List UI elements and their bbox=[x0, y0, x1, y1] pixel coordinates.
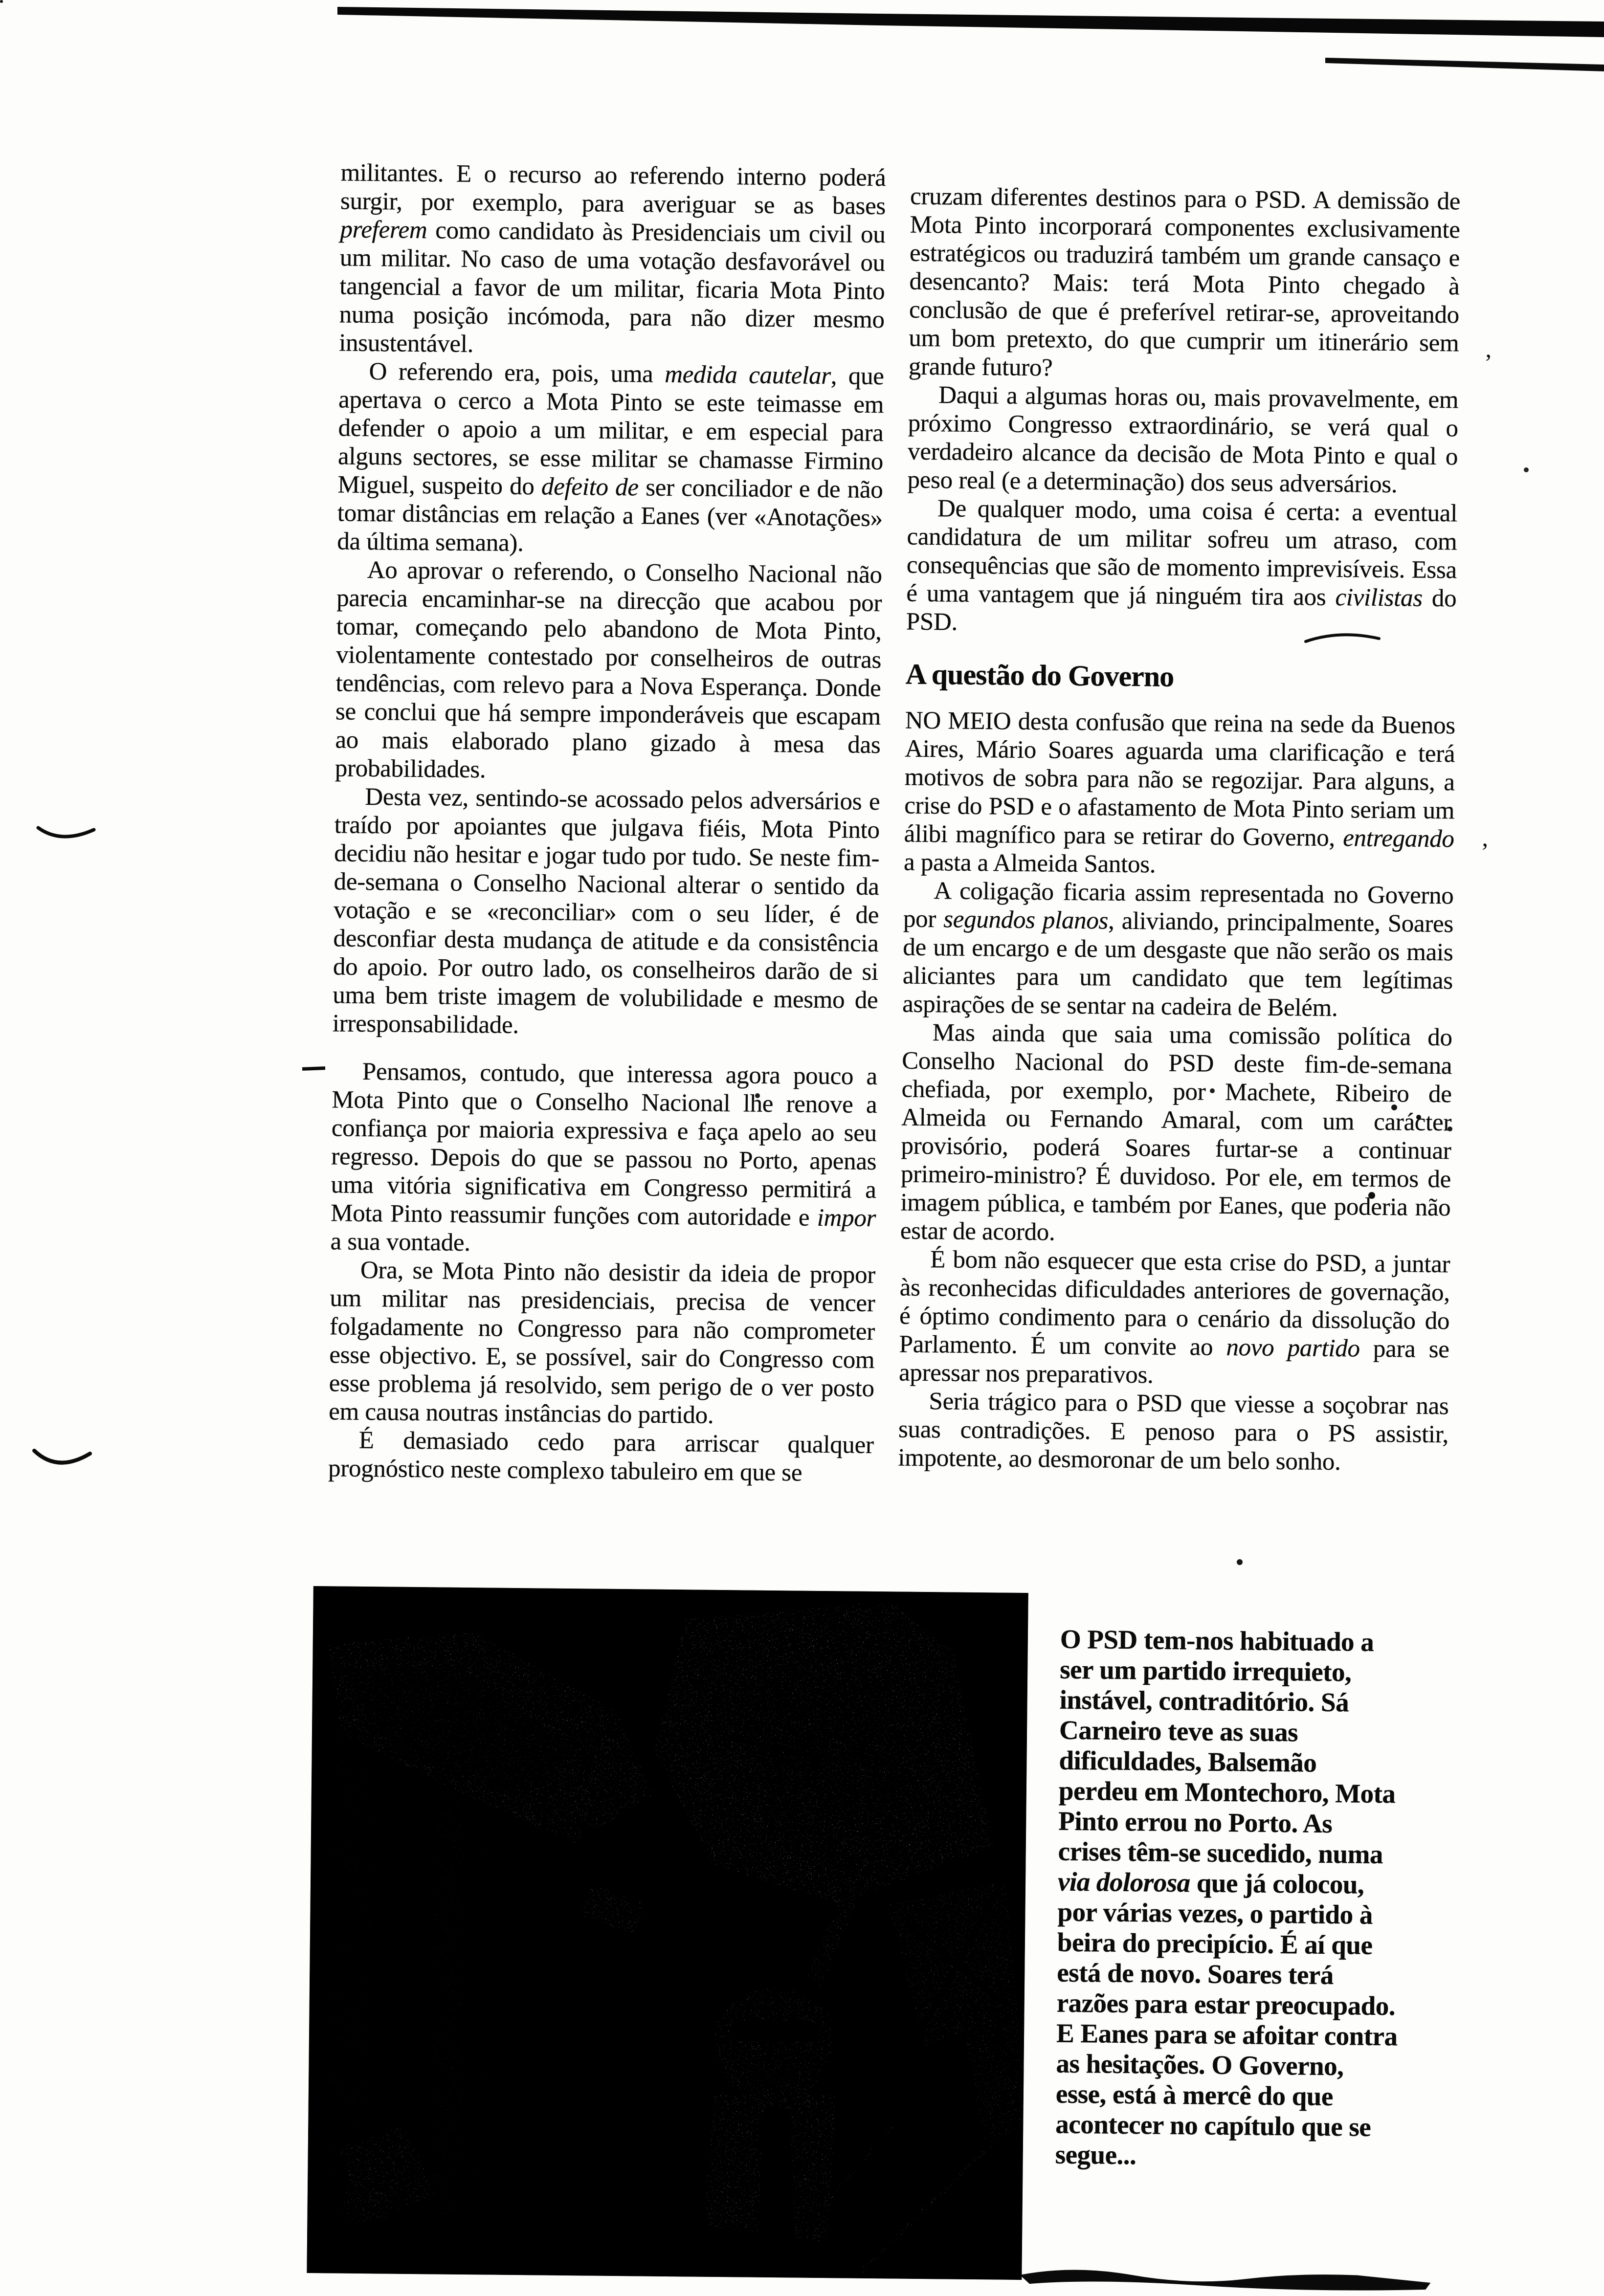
paragraph: Mas ainda que saia uma comissão política do Conselho Nacional do PSD deste fim-de-semana chefiada, por exemplo, por Machete, Ribeiro de Almeida ou Fernando Amaral, com um carácter provisório, poderá Soares furtar-se a continuar primeiro-ministro? É duvidoso. Por ele, em termos de imagem pública, e também por Eanes, que poderia não estar de acordo. bbox=[900, 1018, 1452, 1251]
photo-illustration bbox=[307, 1586, 1028, 2280]
paragraph: De qualquer modo, uma coisa é certa: a eventual candidatura de um militar sofreu um atraso, com consequências que são de momento imprevisíveis. Essa é uma vantagem que já ninguém tira aos civilistas do PSD. bbox=[906, 494, 1458, 641]
ink-smudge bbox=[1015, 2255, 1436, 2294]
right-column-bottom bbox=[898, 706, 1455, 1478]
paragraph: militantes. E o recurso ao referendo interno poderá surgir, por exemplo, para averiguar se as bases preferem como candidato às Presidenciais um civil ou um militar. No caso de uma votação desfavorável ou tangencial a favor de um militar, ficaria Mota Pinto numa posição incómoda, para não dizer mesmo insustentável. bbox=[339, 158, 886, 362]
paragraph: Ao aprovar o referendo, o Conselho Nacional não parecia encaminhar-se na direcção que acabou por tomar, começando pelo abandono de Mota Pinto, violentamente contestado por conselheiros de outras tendências, com relevo para a Nova Esperança. Donde se conclui que há sempre imponderáveis que escapam ao mais elaborado plano gizado à mesa das probabilidades. bbox=[335, 555, 882, 788]
paragraph: É demasiado cedo para arriscar qualquer prognóstico neste complexo tabuleiro em que se bbox=[328, 1426, 874, 1488]
press-photo bbox=[307, 1586, 1028, 2280]
section-heading: A questão do Governo bbox=[906, 659, 1456, 695]
right-column-top bbox=[906, 182, 1461, 641]
stray-pen-mark bbox=[1301, 625, 1384, 649]
paragraph: É bom não esquecer que esta crise do PSD, a juntar às reconhecidas dificuldades anteriores de governação, é óptimo condimento para o cenário da dissolução do Parlamento. É um convite ao novo partido para se apressar nos preparativos. bbox=[899, 1245, 1450, 1392]
paragraph: O referendo era, pois, uma medida cautelar, que apertava o cerco a Mota Pinto se este teimasse em defender o apoio a um militar, e em especial para alguns sectores, se esse militar se chamasse Firmino Miguel, suspeito do defeito de ser conciliador e de não tomar distâncias em relação a Eanes (ver «Anotações» da última semana). bbox=[337, 357, 884, 561]
margin-curve-mark bbox=[34, 819, 98, 848]
paragraph: NO MEIO desta confusão que reina na sede da Buenos Aires, Mário Soares aguarda uma clarificação e terá motivos de sobra para não se regozijar. Para alguns, a crise do PSD e o afastamento de Mota Pinto seriam um álibi magnífico para se retirar do Governo, entregando a pasta a Almeida Santos. bbox=[904, 706, 1455, 882]
scan-tick-mark: ’ bbox=[1481, 837, 1489, 865]
article-left-column bbox=[328, 158, 886, 1488]
paragraph: Desta vez, sentindo-se acossado pelos adversários e traído por apoiantes que julgava fiéis, Mota Pinto decidiu não hesitar e jogar tudo por tudo. Se neste fim-de-semana o Conselho Nacional alterar o sentido da votação e se «reconciliar» com o seu líder, é de desconfiar desta mudança de atitude e da consistência do apoio. Por outro lado, os conselheiros darão de si uma bem triste imagem de volubilidade e mesmo de irresponsabilidade. bbox=[333, 782, 880, 1043]
scan-specks bbox=[0, 0, 3, 3]
paragraph: Daqui a algumas horas ou, mais provavelmente, em próximo Congresso extraordinário, se verá qual o verdadeiro alcance da decisão de Mota Pinto e qual o peso real (e a determinação) dos seus adversários. bbox=[907, 381, 1458, 500]
photo-caption-column bbox=[1055, 1624, 1403, 2173]
paragraph: cruzam diferentes destinos para o PSD. A demissão de Mota Pinto incorporará componentes exclusivamente estratégicos ou traduzirá também um grande cansaço e desencanto? Mais: terá Mota Pinto chegado à conclusão de que é preferível retirar-se, aproveitando um bom pretexto, do que cumprir um itinerário sem grande futuro? bbox=[909, 182, 1461, 386]
margin-curve-mark bbox=[29, 1440, 93, 1477]
paragraph: Seria trágico para o PSD que viesse a soçobrar nas suas contradições. E penoso para o PS assistir, impotente, ao desmoronar de um belo sonho. bbox=[898, 1387, 1449, 1477]
paragraph: O PSD tem-nos habituado a ser um partido irrequieto, instável, contraditório. Sá Carneiro teve as suas dificuldades, Balsemão perdeu em Montechoro, Mota Pinto errou no Porto. As crises têm-se sucedido, numa via dolorosa que já colocou, por várias vezes, o partido à beira do precipício. É aí que está de novo. Soares terá razões para estar preocupado. E Eanes para se afoitar contra as hesitações. O Governo, esse, está à mercê do que acontecer no capítulo que se segue... bbox=[1055, 1624, 1403, 2173]
paragraph: Pensamos, contudo, que interessa agora pouco a Mota Pinto que o Conselho Nacional lhe renove a confiança por maioria expressiva e faça apelo ao seu regresso. Depois do que se passou no Porto, apenas uma vitória significativa em Congresso permitirá a Mota Pinto reassumir funções com autoridade e impor a sua vontade. bbox=[330, 1057, 877, 1261]
paragraph: Ora, se Mota Pinto não desistir da ideia de propor um militar nas presidenciais, precisa de vencer folgadamente no Congresso para não comprometer esse objectivo. E, se possível, sair do Congresso com esse problema já resolvido, sem perigo de o ver posto em causa noutras instâncias do partido. bbox=[329, 1256, 875, 1431]
scan-tick-mark: ’ bbox=[1484, 348, 1493, 376]
article-right-column bbox=[898, 182, 1460, 1478]
paragraph: A coligação ficaria assim representada no Governo por segundos planos, aliviando, principalmente, Soares de um encargo e de um desgaste que não serão os mais aliciantes para um candidato que tem legítimas aspirações de se sentar na cadeira de Belém. bbox=[902, 877, 1454, 1024]
